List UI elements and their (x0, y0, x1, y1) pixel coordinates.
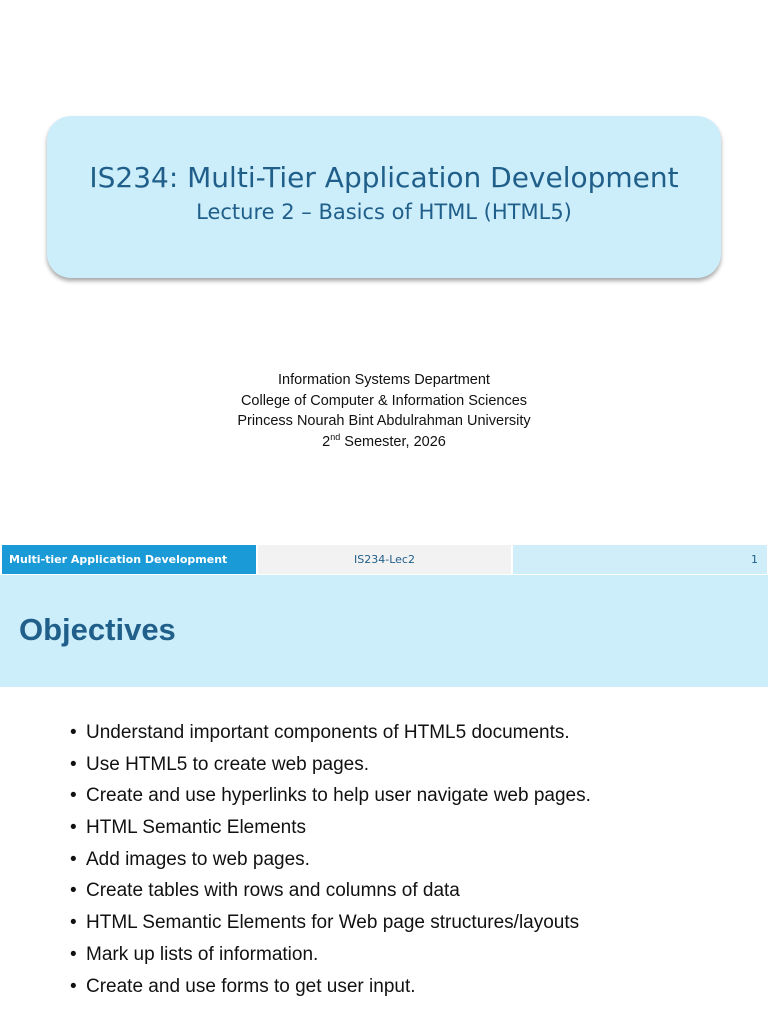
objective-text: Mark up lists of information. (86, 943, 319, 965)
objective-item (70, 749, 591, 781)
bullet-icon: • (70, 753, 77, 775)
bullet-icon: • (70, 722, 77, 743)
title-box (47, 116, 721, 278)
objectives-title: Objectives (19, 612, 176, 647)
university-text: Princess Nourah Bint Abdulrahman University (237, 413, 531, 429)
objective-text: Create and use forms to get user input. (86, 975, 416, 997)
footer-lecture-code: IS234-Lec2 (258, 545, 511, 574)
objective-text: Add images to web pages. (86, 848, 310, 870)
objective-item (70, 939, 591, 971)
objective-item (70, 780, 591, 812)
lecture-subtitle: Lecture 2 – Basics of HTML (HTML5) (196, 200, 572, 224)
semester-suffix: nd (330, 431, 341, 442)
semester-rest: Semester, 2026 (340, 433, 446, 450)
footer-page-number: 1 (513, 545, 767, 574)
objective-text: Understand important components of HTML5 documents. (86, 722, 570, 743)
bullet-icon: • (70, 943, 77, 965)
bullet-icon: • (70, 785, 77, 807)
objective-item (70, 875, 591, 907)
objective-item (70, 717, 591, 749)
objective-item (70, 812, 591, 844)
bullet-icon: • (70, 848, 77, 870)
bullet-icon: • (70, 975, 77, 997)
slide-footer (0, 544, 768, 575)
objectives-list (70, 717, 591, 1002)
objective-text: Use HTML5 to create web pages. (86, 753, 370, 775)
objective-text: HTML Semantic Elements (86, 817, 306, 839)
objective-text: HTML Semantic Elements for Web page structures/layouts (86, 912, 580, 934)
semester-text (0, 432, 768, 453)
footer-course-name: Multi-tier Application Development (2, 545, 256, 574)
department-text: Information Systems Department (278, 372, 490, 388)
objective-item (70, 907, 591, 939)
objective-text: Create tables with rows and columns of data (86, 880, 460, 902)
objective-item (70, 844, 591, 876)
objective-text: Create and use hyperlinks to help user navigate web pages. (86, 785, 591, 807)
course-title: IS234: Multi-Tier Application Development (89, 161, 679, 194)
bullet-icon: • (70, 912, 77, 934)
objectives-header (0, 575, 768, 687)
semester-number: 2 (322, 433, 331, 450)
college-text: College of Computer & Information Sciences (240, 392, 528, 409)
institution-info (0, 370, 768, 452)
objective-item (70, 971, 591, 1003)
bullet-icon: • (70, 880, 77, 902)
bullet-icon: • (70, 817, 77, 839)
